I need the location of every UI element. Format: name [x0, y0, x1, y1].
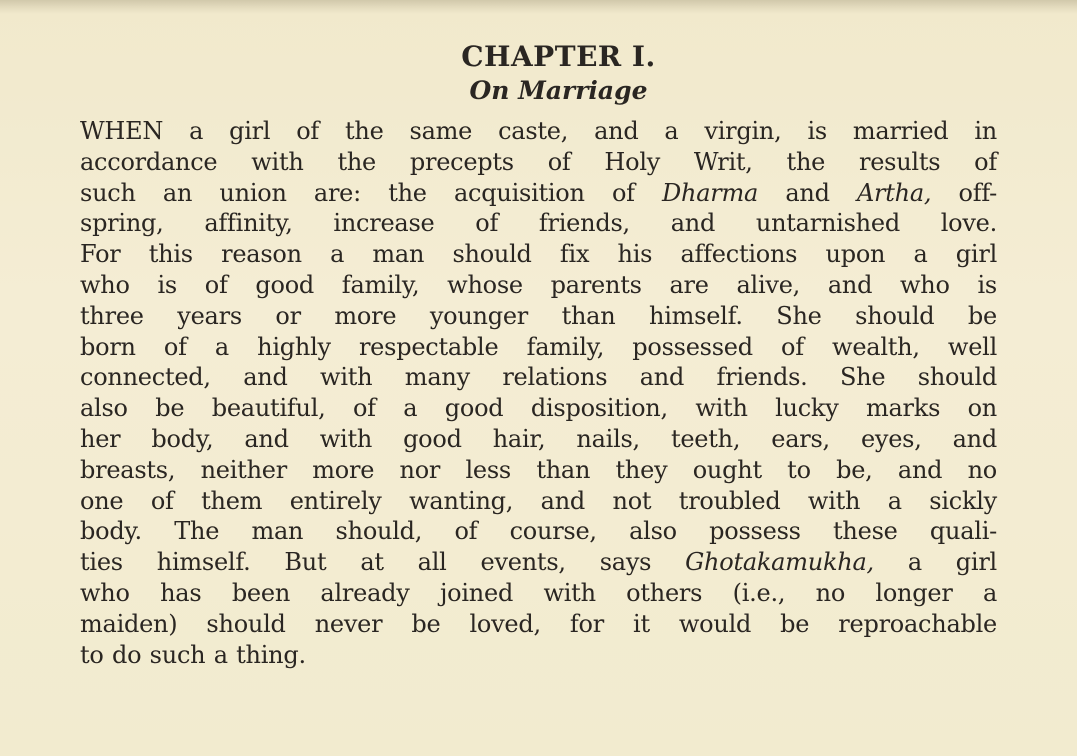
text-line — [80, 332, 997, 363]
text-line — [80, 208, 997, 239]
text-run: accordance with the precepts of Holy Writ, the results of — [80, 147, 997, 176]
text-run: who is of good family, whose parents are alive, and who is — [80, 270, 997, 299]
italic-term: Artha, — [856, 178, 932, 207]
text-line — [80, 516, 997, 547]
text-line — [80, 578, 997, 609]
text-line — [80, 301, 997, 332]
text-run: such an union are: the acquisition of — [80, 178, 663, 207]
text-line — [80, 270, 997, 301]
text-run: spring, affinity, increase of friends, and untarnished love. — [80, 209, 997, 238]
page-top-shadow — [0, 0, 1077, 14]
text-run: one of them entirely wanting, and not troubled with a sickly — [80, 486, 997, 515]
text-run: and — [758, 178, 857, 207]
chapter-text-block — [80, 40, 997, 670]
text-run: off- — [931, 178, 997, 207]
text-run: For this reason a man should fix his affections upon a girl — [80, 240, 997, 269]
italic-term: Ghotakamukha, — [685, 548, 874, 577]
text-line — [80, 393, 997, 424]
text-run: her body, and with good hair, nails, teeth, ears, eyes, and — [80, 424, 997, 453]
text-run: born of a highly respectable family, possessed of wealth, well — [80, 332, 997, 361]
text-line — [80, 640, 997, 671]
text-line — [80, 116, 997, 147]
text-run: body. The man should, of course, also possess these quali- — [80, 517, 997, 546]
text-line — [80, 455, 997, 486]
text-line — [80, 547, 997, 578]
text-run: breasts, neither more nor less than they ought to be, and no — [80, 455, 997, 484]
text-run: who has been already joined with others (i.e., no longer a — [80, 578, 997, 607]
text-run: a girl — [873, 548, 997, 577]
body-paragraph — [80, 116, 997, 670]
text-line — [80, 362, 997, 393]
text-line — [80, 609, 997, 640]
italic-term: Dharma — [662, 178, 759, 207]
text-line — [80, 424, 997, 455]
chapter-subtitle: On Marriage — [469, 76, 648, 105]
text-line — [80, 486, 997, 517]
text-run: also be beautiful, of a good disposition, with lucky marks on — [80, 394, 997, 423]
text-line — [80, 147, 997, 178]
text-run: connected, and with many relations and friends. She should — [80, 363, 997, 392]
text-line — [80, 178, 997, 209]
text-run: to do such a thing. — [80, 640, 306, 669]
text-run: maiden) should never be loved, for it would be reproachable — [80, 609, 997, 638]
text-line — [80, 239, 997, 270]
opening-word: WHEN — [80, 117, 164, 145]
text-run: a girl of the same caste, and a virgin, is married in — [163, 117, 997, 145]
chapter-title: CHAPTER I. — [461, 40, 656, 73]
text-run: three years or more younger than himself. She should be — [80, 301, 997, 330]
text-run: ties himself. But at all events, says — [80, 548, 686, 577]
